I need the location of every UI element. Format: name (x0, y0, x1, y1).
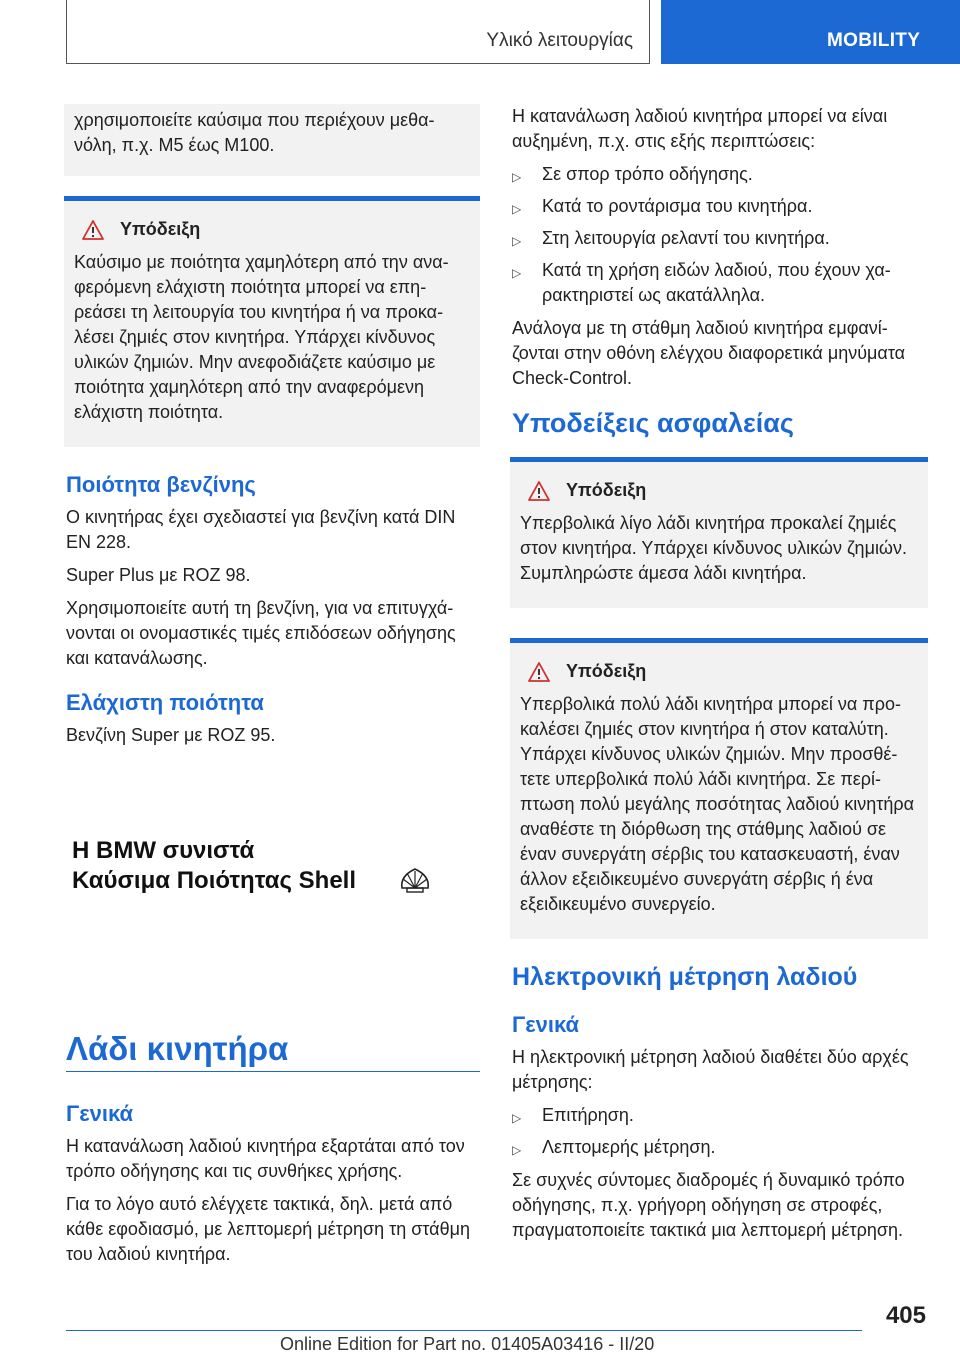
triangle-bullet-icon: ▷ (512, 1111, 522, 1125)
notice-title: Υπόδειξη (566, 480, 647, 500)
safety-notes-heading: Υποδείξεις ασφαλείας (512, 408, 794, 438)
list-item: ▷ Κατά το ροντάρισμα του κινητήρα. (512, 194, 928, 219)
left-column (66, 104, 480, 756)
detailed-measurement-text: Σε συχνές σύντομες διαδρομές ή δυναμικό τρόπο οδήγησης, π.χ. γρήγορη οδήγηση σε στροφές, πραγματοποιείτε τακτικά μια λεπτομερή μέτρηση. (512, 1170, 905, 1240)
notice-header (528, 659, 918, 684)
notice-title: Υπόδειξη (120, 219, 201, 239)
edition-footer: Online Edition for Part no. 01405A03416 - II/20 (280, 1334, 655, 1354)
triangle-bullet-icon: ▷ (512, 202, 522, 216)
triangle-bullet-icon: ▷ (512, 234, 522, 248)
intro-text: χρησιμοποιείτε καύσιμα που περιέχουν μεθανόλη, π.χ. M5 έως M100. (74, 110, 435, 155)
shell-line-1: Η BMW συνιστά (72, 837, 255, 864)
shell-recommendation (72, 836, 452, 896)
electronic-oil-heading: Ηλεκτρονική μέτρηση λαδιού (512, 963, 858, 991)
notice-header (82, 217, 470, 242)
header-frame (66, 0, 650, 64)
list-item: ▷ Στη λειτουργία ρελαντί του κινητήρα. (512, 226, 928, 251)
excess-oil-notice (510, 638, 928, 939)
fuel-quality-notice (64, 196, 480, 447)
list-item: ▷ Λεπτομερής μέτρηση. (512, 1135, 928, 1160)
petrol-standard-text: Ο κινητήρας έχει σχεδιαστεί για βενζίνη κατά DIN EN 228. (66, 507, 456, 552)
section-tab-label: MOBILITY (827, 30, 921, 51)
engine-oil-general (66, 1100, 480, 1275)
list-item: ▷ Κατά τη χρήση ειδών λαδιού, που έχουν χαρακτηριστεί ως ακατάλληλα. (512, 260, 891, 305)
list-item: ▷ Σε σπορ τρόπο οδήγησης. (512, 162, 928, 187)
minimum-quality-heading: Ελάχιστη ποιότητα (66, 690, 264, 715)
oil-consumption-text: Η κατανάλωση λαδιού κινητήρα εξαρτάται από τον τρόπο οδήγησης και τις συνθήκες χρήσης. (66, 1136, 465, 1181)
engine-oil-divider (66, 1071, 480, 1072)
shell-line-2: Καύσιμα Ποιότητας Shell (72, 867, 357, 894)
page-number: 405 (885, 1302, 926, 1329)
measurement-principles-list (512, 1103, 928, 1160)
petrol-grade-text: Super Plus με ROZ 98. (66, 565, 251, 585)
triangle-bullet-icon: ▷ (512, 266, 522, 280)
oil-check-text: Για το λόγο αυτό ελέγχετε τακτικά, δηλ. μετά από κάθε εφοδιασμό, με λεπτομερή μέτρηση τη στάθμη του λαδιού κινητήρα. (66, 1194, 470, 1264)
warning-icon (528, 481, 550, 501)
notice-text: Καύσιμο με ποιότητα χαμηλότερη από την αναφερόμενη ελάχιστη ποιότητα μπορεί να επηρεάσει τη λειτουργία του κινητήρα ή να προκαλέσει ζημιές στον κινητήρα. Υπάρχει κίνδυνος υλικών ζημιών. Μην ανεφοδιάζετε καύσιμο με ποιότητα χαμηλότερη από την αναφερόμενη ελάχιστη ποιότητα. (74, 252, 449, 422)
shell-logo-icon (398, 866, 432, 894)
check-control-text: Ανάλογα με τη στάθμη λαδιού κινητήρα εμφανίζονται στην οθόνη ελέγχου διαφορετικά μηνύματα Check-Control. (512, 318, 906, 388)
electronic-oil-intro: Η ηλεκτρονική μέτρηση λαδιού διαθέτει δύο αρχές μέτρησης: (512, 1047, 909, 1092)
notice-text: Υπερβολικά λίγο λάδι κινητήρα προκαλεί ζημιές στον κινητήρα. Υπάρχει κίνδυνος υλικών ζημιών. Συμπληρώστε άμεσα λάδι κινητήρα. (520, 513, 907, 583)
notice-title: Υπόδειξη (566, 661, 647, 681)
warning-icon (82, 220, 104, 240)
header-title: Υλικό λειτουργίας (486, 30, 633, 51)
general-heading: Γενικά (66, 1101, 134, 1126)
notice-header (528, 478, 918, 503)
minimum-quality-text: Βενζίνη Super με ROZ 95. (66, 725, 276, 745)
general-heading: Γενικά (512, 1012, 580, 1037)
intro-box (64, 104, 480, 176)
triangle-bullet-icon: ▷ (512, 170, 522, 184)
section-tab-mobility[interactable] (661, 0, 960, 64)
right-column (512, 104, 928, 1251)
notice-text: Υπερβολικά πολύ λάδι κινητήρα μπορεί να προκαλέσει ζημιές στον κινητήρα ή στον καταλύτη. Υπάρχει κίνδυνος υλικών ζημιών. Μην προσθέτετε υπερβολικά πολύ λάδι κινητήρα. Σε περίπτωση πολύ μεγάλης ποσότητας λαδιού κινητήρα αναθέστε τη διόρθωση της στάθμης λαδιού σε έναν συνεργάτη σέρβις του κατασκευαστή, έναν άλλον εξειδικευμένο συνεργάτη σέρβις ή ένα εξειδικευμένο συνεργείο. (520, 694, 915, 914)
list-item: ▷ Επιτήρηση. (512, 1103, 928, 1128)
warning-icon (528, 662, 550, 682)
triangle-bullet-icon: ▷ (512, 1143, 522, 1157)
petrol-usage-text: Χρησιμοποιείτε αυτή τη βενζίνη, για να επιτυγχάνονται οι ονομαστικές τιμές επιδόσεων οδήγησης και κατανάλωσης. (66, 598, 456, 668)
engine-oil-heading: Λάδι κινητήρα (66, 1030, 289, 1067)
oil-consumption-intro: Η κατανάλωση λαδιού κινητήρα μπορεί να είναι αυξημένη, π.χ. στις εξής περιπτώσεις: (512, 106, 888, 151)
low-oil-notice (510, 457, 928, 608)
consumption-cases-list (512, 162, 928, 308)
petrol-quality-heading: Ποιότητα βενζίνης (66, 472, 256, 497)
footer-divider (66, 1330, 862, 1331)
